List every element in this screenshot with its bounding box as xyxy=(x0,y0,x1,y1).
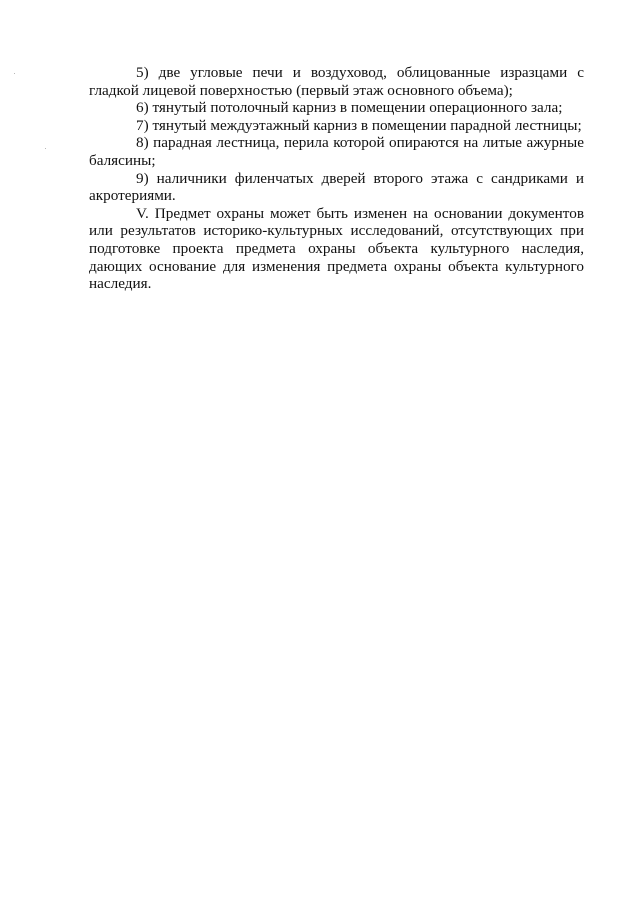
list-item-interfloor-cornice: 7) тянутый междуэтажный карниз в помещении парадной лестницы; xyxy=(136,116,582,134)
scan-speck xyxy=(14,73,15,74)
list-item-main-staircase: 8) парадная лестница, перила которой опираются на литые ажурные балясины; xyxy=(89,134,584,169)
scan-speck xyxy=(45,148,46,149)
list-item-stoves: 5) две угловые печи и воздуховод, облицованные изразцами с гладкой лицевой поверхностью (первый этаж основного объема); xyxy=(89,64,584,99)
document-body xyxy=(89,64,584,293)
list-item-ceiling-cornice: 6) тянутый потолочный карниз в помещении операционного зала; xyxy=(136,99,563,117)
section-v-paragraph: V. Предмет охраны может быть изменен на основании документов или результатов историко-культурных исследований, отсутствующих при подготовке проекта предмета охраны объекта культурного наследия, дающих основание для изменения предмета охраны объекта культурного наследия. xyxy=(89,204,584,293)
list-item-door-casings: 9) наличники филенчатых дверей второго этажа с сандриками и акротериями. xyxy=(89,169,584,205)
